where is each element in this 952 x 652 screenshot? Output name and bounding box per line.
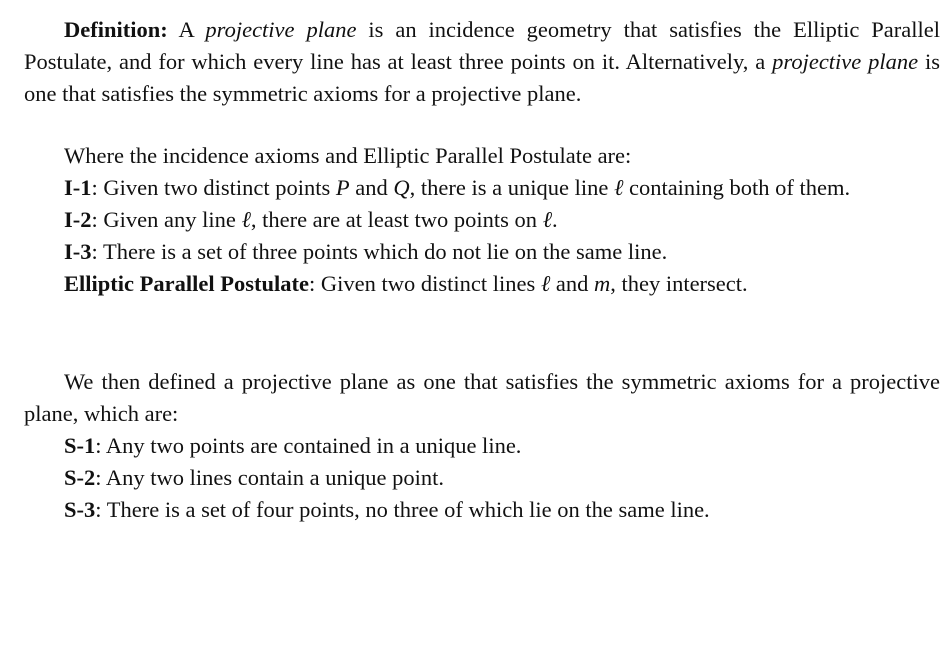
axiom-text: : Given two distinct points	[91, 175, 336, 200]
axiom-elliptic-parallel	[24, 268, 940, 300]
axiom-text: : There is a set of three points which do not lie on the same line.	[91, 239, 668, 264]
axiom-i3	[24, 236, 940, 268]
axiom-label: I-3	[64, 239, 92, 264]
math-symbol: ℓ	[542, 207, 553, 232]
axiom-label: S-2	[64, 465, 96, 490]
math-symbol: P	[335, 175, 350, 200]
axiom-text: : Given two distinct lines	[308, 271, 541, 296]
term-projective-plane: projective plane	[205, 17, 357, 42]
document-body	[24, 14, 940, 526]
axiom-text: : There is a set of four points, no three of which lie on the same line.	[95, 497, 710, 522]
axiom-i1	[24, 172, 940, 204]
term-projective-plane: projective plane	[772, 49, 919, 74]
axiom-s2	[24, 462, 940, 494]
axiom-text: , they intersect.	[610, 271, 748, 296]
axiom-text: : Any two lines contain a unique point.	[95, 465, 444, 490]
axiom-text: , there are at least two points on	[250, 207, 543, 232]
definition-label: Definition:	[64, 17, 168, 42]
definition-paragraph	[24, 14, 940, 110]
symmetric-intro: We then defined a projective plane as one that satisfies the symmetric axioms for a projective plane, which are:	[24, 369, 940, 426]
axiom-i2	[24, 204, 940, 236]
axiom-text: containing both of them.	[623, 175, 851, 200]
math-symbol: Q	[393, 175, 410, 200]
math-symbol: ℓ	[540, 271, 551, 296]
definition-text: A	[178, 17, 206, 42]
axiom-label: S-3	[64, 497, 96, 522]
definition-text: is an incidence geometry that satisfies the Elliptic Parallel Postulate, and for which every line has at least three points on it. Alternatively, a	[24, 17, 940, 74]
axiom-label: S-1	[64, 433, 96, 458]
axiom-text: .	[552, 207, 558, 232]
axiom-label: Elliptic Parallel Postulate	[64, 271, 309, 296]
math-symbol: m	[593, 271, 611, 296]
incidence-intro: Where the incidence axioms and Elliptic Parallel Postulate are:	[64, 143, 632, 168]
definition-text: is one that satisfies the symmetric axioms for a projective plane.	[24, 49, 941, 106]
axiom-label: I-2	[64, 207, 92, 232]
axiom-text: : Any two points are contained in a unique line.	[95, 433, 522, 458]
axiom-text: and	[550, 271, 594, 296]
axiom-text: : Given any line	[91, 207, 242, 232]
axiom-s3	[24, 494, 940, 526]
axiom-label: I-1	[64, 175, 92, 200]
axiom-text: , there is a unique line	[409, 175, 614, 200]
math-symbol: ℓ	[241, 207, 251, 232]
axiom-text: and	[349, 175, 394, 200]
math-symbol: ℓ	[613, 175, 624, 200]
axiom-s1	[24, 430, 940, 462]
